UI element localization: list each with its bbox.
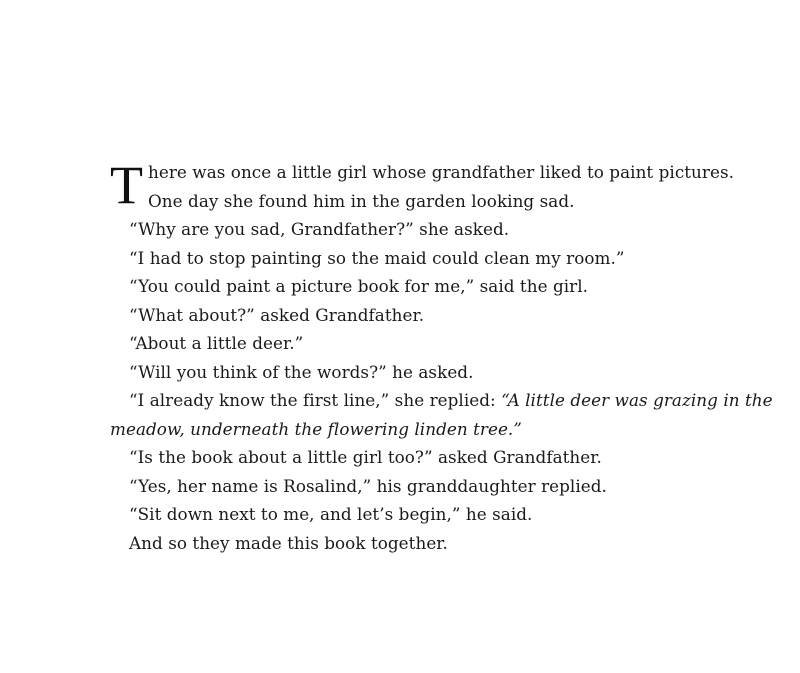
paragraph-1: “Why are you sad, Grandfather?” she asked.: [129, 219, 510, 239]
paragraph-3: “You could paint a picture book for me,” said the girl.: [129, 276, 589, 296]
drop-cap: T: [110, 155, 143, 215]
paragraph-9: “Sit down next to me, and let’s begin,” he said.: [129, 504, 533, 524]
story-line-2-text: One day she found him in the garden looking sad.: [148, 190, 575, 211]
paragraph-5: “About a little deer.”: [129, 333, 304, 353]
paragraph-8: “Yes, her name is Rosalind,” his granddaughter replied.: [129, 475, 607, 496]
story-line-1: [110, 158, 735, 187]
quote-italic-text-1: “A little deer was grazing in the: [501, 390, 773, 410]
paragraph-10: And so they made this book together.: [129, 532, 448, 553]
paragraph-2: “I had to stop painting so the maid could clean my room.”: [129, 247, 625, 268]
story-text: [110, 155, 773, 557]
quote-plain-text: “I already know the first line,” she replied:: [129, 390, 502, 410]
paragraph-4: “What about?” asked Grandfather.: [129, 304, 425, 325]
quote-line-1: [110, 386, 773, 415]
story-line-1-text: here was once a little girl whose grandfather liked to paint pictures.: [148, 162, 735, 182]
paragraph-6: “Will you think of the words?” he asked.: [129, 361, 474, 382]
quote-line-2: [110, 415, 710, 444]
paragraph-7: “Is the book about a little girl too?” asked Grandfather.: [129, 447, 602, 467]
quote-line-1-wrap: [110, 386, 773, 415]
story-line-2: [110, 187, 710, 216]
quote-italic-text-2: meadow, underneath the flowering linden tree.”: [110, 418, 522, 439]
